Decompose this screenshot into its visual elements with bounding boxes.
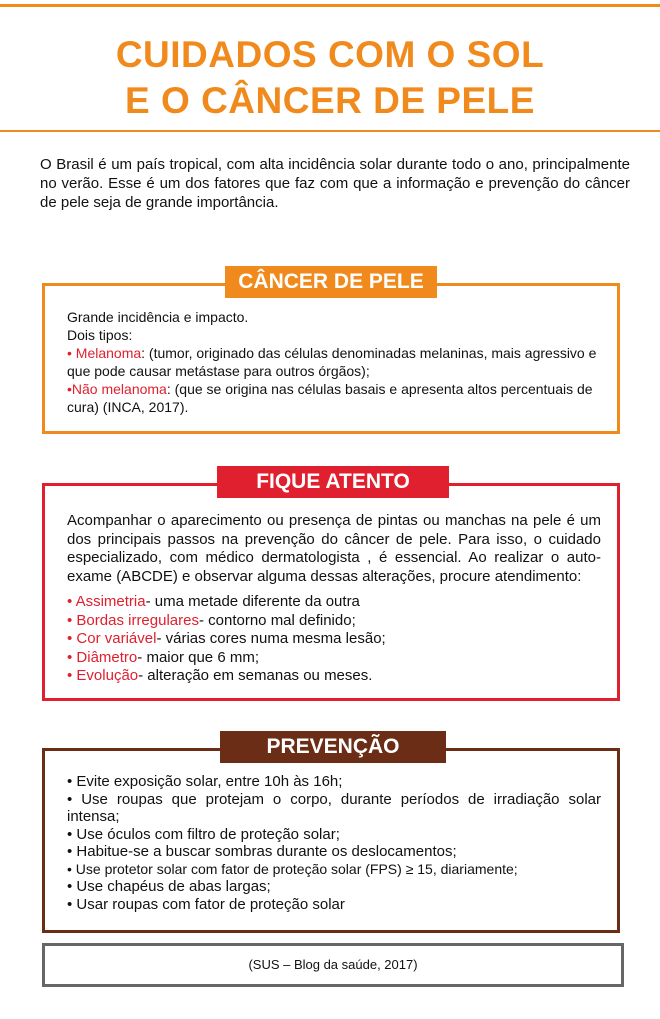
- item-text: - alteração em semanas ou meses.: [138, 667, 373, 684]
- list-item: • Usar roupas com fator de proteção solar: [67, 895, 345, 913]
- cancer-de-pele-box: [42, 270, 620, 434]
- fique-atento-header: FIQUE ATENTO: [217, 466, 449, 498]
- list-item: • Evite exposição solar, entre 10h às 16h;: [67, 773, 343, 790]
- list-item: • Use roupas que protejam o corpo, durante períodos de irradiação solar intensa;: [67, 790, 601, 825]
- list-item: [67, 649, 601, 668]
- item-term: • Diâmetro: [67, 648, 138, 666]
- source-citation: (SUS – Blog da saúde, 2017): [42, 943, 624, 987]
- title-line-2: E O CÂNCER DE PELE: [125, 80, 535, 121]
- item-text: - várias cores numa mesma lesão;: [156, 630, 386, 647]
- intro-paragraph: O Brasil é um país tropical, com alta incidência solar durante todo o ano, principalmente no verão. Esse é um dos fatores que faz com que a informação e prevenção do câncer de pele seja de grande importância.: [40, 156, 630, 211]
- fique-atento-body: [67, 512, 601, 686]
- list-item: • Use protetor solar com fator de proteção solar (FPS) ≥ 15, diariamente;: [67, 860, 518, 877]
- list-item: [67, 593, 601, 612]
- list-item: [67, 630, 601, 649]
- list-item: [67, 612, 601, 631]
- melanoma-term: • Melanoma: [67, 345, 142, 361]
- item-text: - contorno mal definido;: [198, 611, 356, 629]
- prevencao-box: [42, 735, 620, 933]
- item-text: - uma metade diferente da outra: [145, 593, 360, 610]
- fique-atento-box: [42, 470, 620, 701]
- item-term: • Bordas irregulares: [67, 611, 199, 629]
- title-line-1: CUIDADOS COM O SOL: [115, 34, 545, 75]
- item-term: • Cor variável: [67, 630, 157, 647]
- melanoma-text: : (tumor, originado das células denominadas melaninas, mais agressivo e que pode causar metástase para outros órgãos);: [67, 345, 597, 379]
- prevencao-body: [67, 773, 601, 913]
- page-title: [0, 32, 660, 124]
- nao-melanoma-item: [67, 380, 601, 416]
- cancer-de-pele-body: [67, 308, 601, 416]
- list-item: • Habitue-se a buscar sombras durante os deslocamentos;: [67, 843, 457, 860]
- list-item: [67, 667, 601, 686]
- top-rule: [0, 4, 660, 7]
- melanoma-item: [67, 344, 601, 380]
- title-rule: [0, 130, 660, 132]
- list-item: • Use chapéus de abas largas;: [67, 878, 271, 895]
- prevencao-header: PREVENÇÃO: [220, 731, 446, 763]
- cancer-line-2: Dois tipos:: [67, 327, 133, 343]
- cancer-line-1: Grande incidência e impacto.: [67, 309, 249, 325]
- nao-melanoma-text: : (que se origina nas células basais e apresenta altos percentuais de cura) (INCA, 2017).: [67, 381, 593, 415]
- item-term: • Assimetria: [67, 593, 146, 610]
- item-text: - maior que 6 mm;: [137, 648, 259, 666]
- item-term: • Evolução: [67, 667, 139, 684]
- cancer-de-pele-header: CÂNCER DE PELE: [225, 266, 437, 298]
- list-item: • Use óculos com filtro de proteção solar;: [67, 825, 340, 843]
- nao-melanoma-term: •Não melanoma: [67, 381, 167, 397]
- fique-atento-paragraph: Acompanhar o aparecimento ou presença de pintas ou manchas na pele é um dos principais passos na prevenção do câncer de pele. Para isso, o cuidado especializado, com médico dermatologista , é essencial. Ao realizar o auto-exame (ABCDE) e observar alguma dessas alterações, procure atendimento:: [67, 512, 601, 585]
